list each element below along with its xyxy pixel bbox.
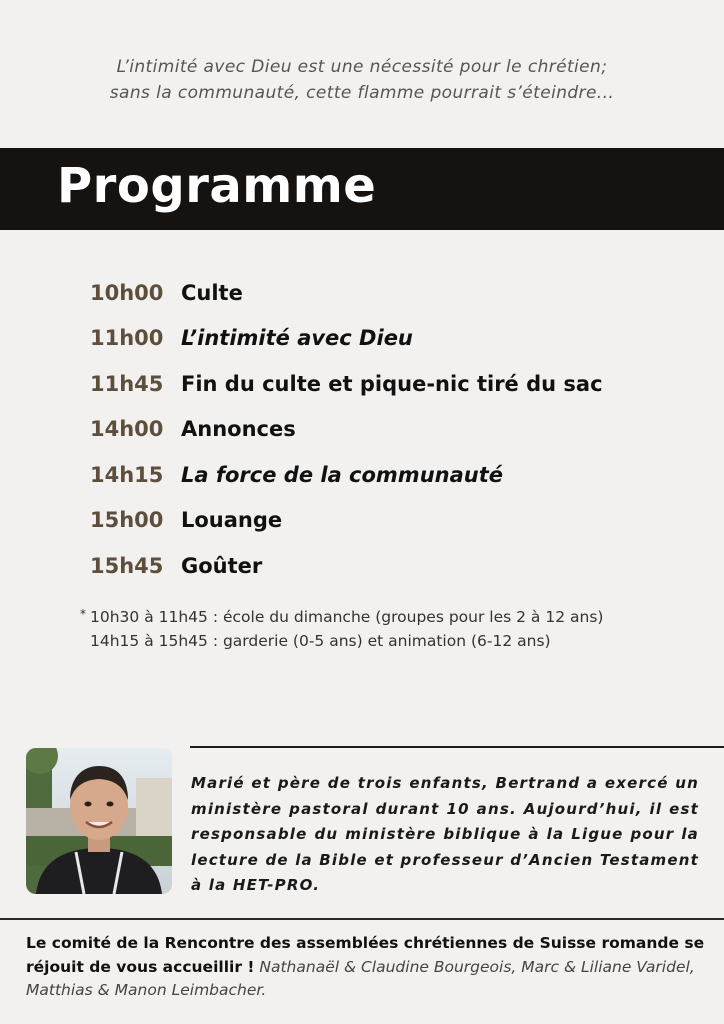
programme-title: Goûter: [181, 553, 263, 578]
programme-time: 11h00: [90, 326, 164, 351]
intro-line-2: sans la communauté, cette flamme pourrait s’éteindre...: [109, 83, 615, 103]
programme-title: Louange: [181, 508, 283, 533]
programme-notes: [80, 605, 603, 653]
footer-names: Nathanaël & Claudine Bourgeois, Marc & Liliane Varidel, Matthias & Manon Leimbacher.: [26, 957, 695, 999]
intro-quote: [0, 54, 724, 106]
speaker-bio: Marié et père de trois enfants, Bertrand a exercé un ministère pastoral durant 10 ans. Aujourd’hui, il est responsable du ministère biblique à la Ligue pour la lecture de la Bible et professeur d’Ancien Testament à la HET-PRO.: [191, 774, 699, 894]
programme-item: [90, 452, 603, 498]
programme-time: 11h45: [90, 371, 164, 396]
programme-time: 15h45: [90, 553, 164, 578]
note-line-2: 14h15 à 15h45 : garderie (0-5 ans) et animation (6-12 ans): [90, 632, 551, 650]
divider: [190, 746, 724, 748]
programme-title: Annonces: [181, 417, 296, 442]
speaker-portrait-image: [26, 748, 172, 894]
note-line-1: 10h30 à 11h45 : école du dimanche (groupes pour les 2 à 12 ans): [90, 608, 604, 626]
intro-line-1: L’intimité avec Dieu est une nécessité pour le chrétien;: [116, 57, 608, 77]
footer-strong: Le comité de la Rencontre des assemblées chrétiennes de Suisse romande se réjouit de vous accueillir !: [26, 934, 705, 976]
programme-time: 10h00: [90, 280, 164, 305]
note-marker: *: [80, 607, 86, 621]
programme-item: [90, 270, 603, 316]
programme-time: 14h15: [90, 462, 164, 487]
programme-item: [90, 316, 603, 362]
programme-time: 14h00: [90, 417, 164, 442]
programme-list: [90, 270, 603, 589]
programme-item: [90, 498, 603, 544]
programme-title: Culte: [181, 280, 243, 305]
programme-time: 15h00: [90, 508, 164, 533]
programme-item: [90, 407, 603, 453]
footer-text: [26, 932, 706, 1003]
divider: [0, 918, 724, 920]
programme-heading: Programme: [57, 158, 377, 214]
programme-title: L’intimité avec Dieu: [181, 326, 413, 351]
programme-title: La force de la communauté: [181, 462, 503, 487]
programme-banner: [0, 148, 724, 230]
programme-item: [90, 361, 603, 407]
speaker-photo: [26, 748, 172, 894]
programme-title: Fin du culte et pique-nic tiré du sac: [181, 371, 603, 396]
programme-item: [90, 543, 603, 589]
